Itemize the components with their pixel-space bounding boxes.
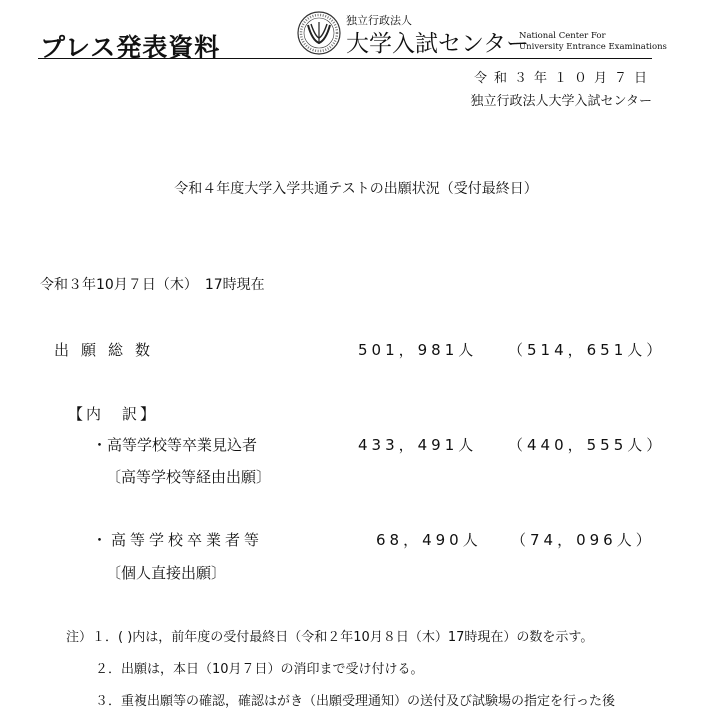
note-line: 注）１．( )内は，前年度の受付最終日（令和２年10月８日（木）17時現在）の数を示す。 [66,630,594,645]
note-line: ２．出願は，本日（10月７日）の消印まで受け付ける。 [95,662,424,677]
total-applications-value: 501，981人 [358,341,478,359]
press-release-title: プレス発表資料 [40,33,221,62]
org-name-ja: 大学入試センター [346,31,530,57]
breakdown-item-label: ・高等学校等卒業見込者 [92,436,258,454]
total-applications-previous: （514，651人） [508,341,666,359]
breakdown-item-sublabel: 〔高等学校等経由出願〕 [106,468,272,486]
org-prefix: 独立行政法人 [346,14,412,27]
breakdown-item-previous: （440，555人） [508,436,666,454]
breakdown-item-label: ・高等学校卒業者等 [92,531,264,549]
document-title: 令和４年度大学入学共通テストの出願状況（受付最終日） [174,181,538,197]
breakdown-heading: 【内 訳】 [68,405,159,423]
breakdown-item-previous: （74，096人） [511,531,655,549]
breakdown-item-value: 433，491人 [358,436,478,454]
issuer-name: 独立行政法人大学入試センター [470,94,652,109]
org-name-en-line1: National Center For [519,31,606,41]
as-of-timestamp: 令和３年10月７日（木） 17時現在 [40,277,265,293]
seal-logo-icon [296,10,342,56]
note-line: ３．重複出願等の確認，確認はがき（出願受理通知）の送付及び試験場の指定を行った後 [95,694,616,709]
org-name-en-line2: University Entrance Examinations [519,42,667,52]
release-date: 令和３年１０月７日 [473,71,654,86]
breakdown-item-value: 68，490人 [376,531,482,549]
breakdown-item-sublabel: 〔個人直接出願〕 [106,564,227,582]
header-divider [38,58,652,59]
total-applications-label: 出願総数 [54,341,163,359]
